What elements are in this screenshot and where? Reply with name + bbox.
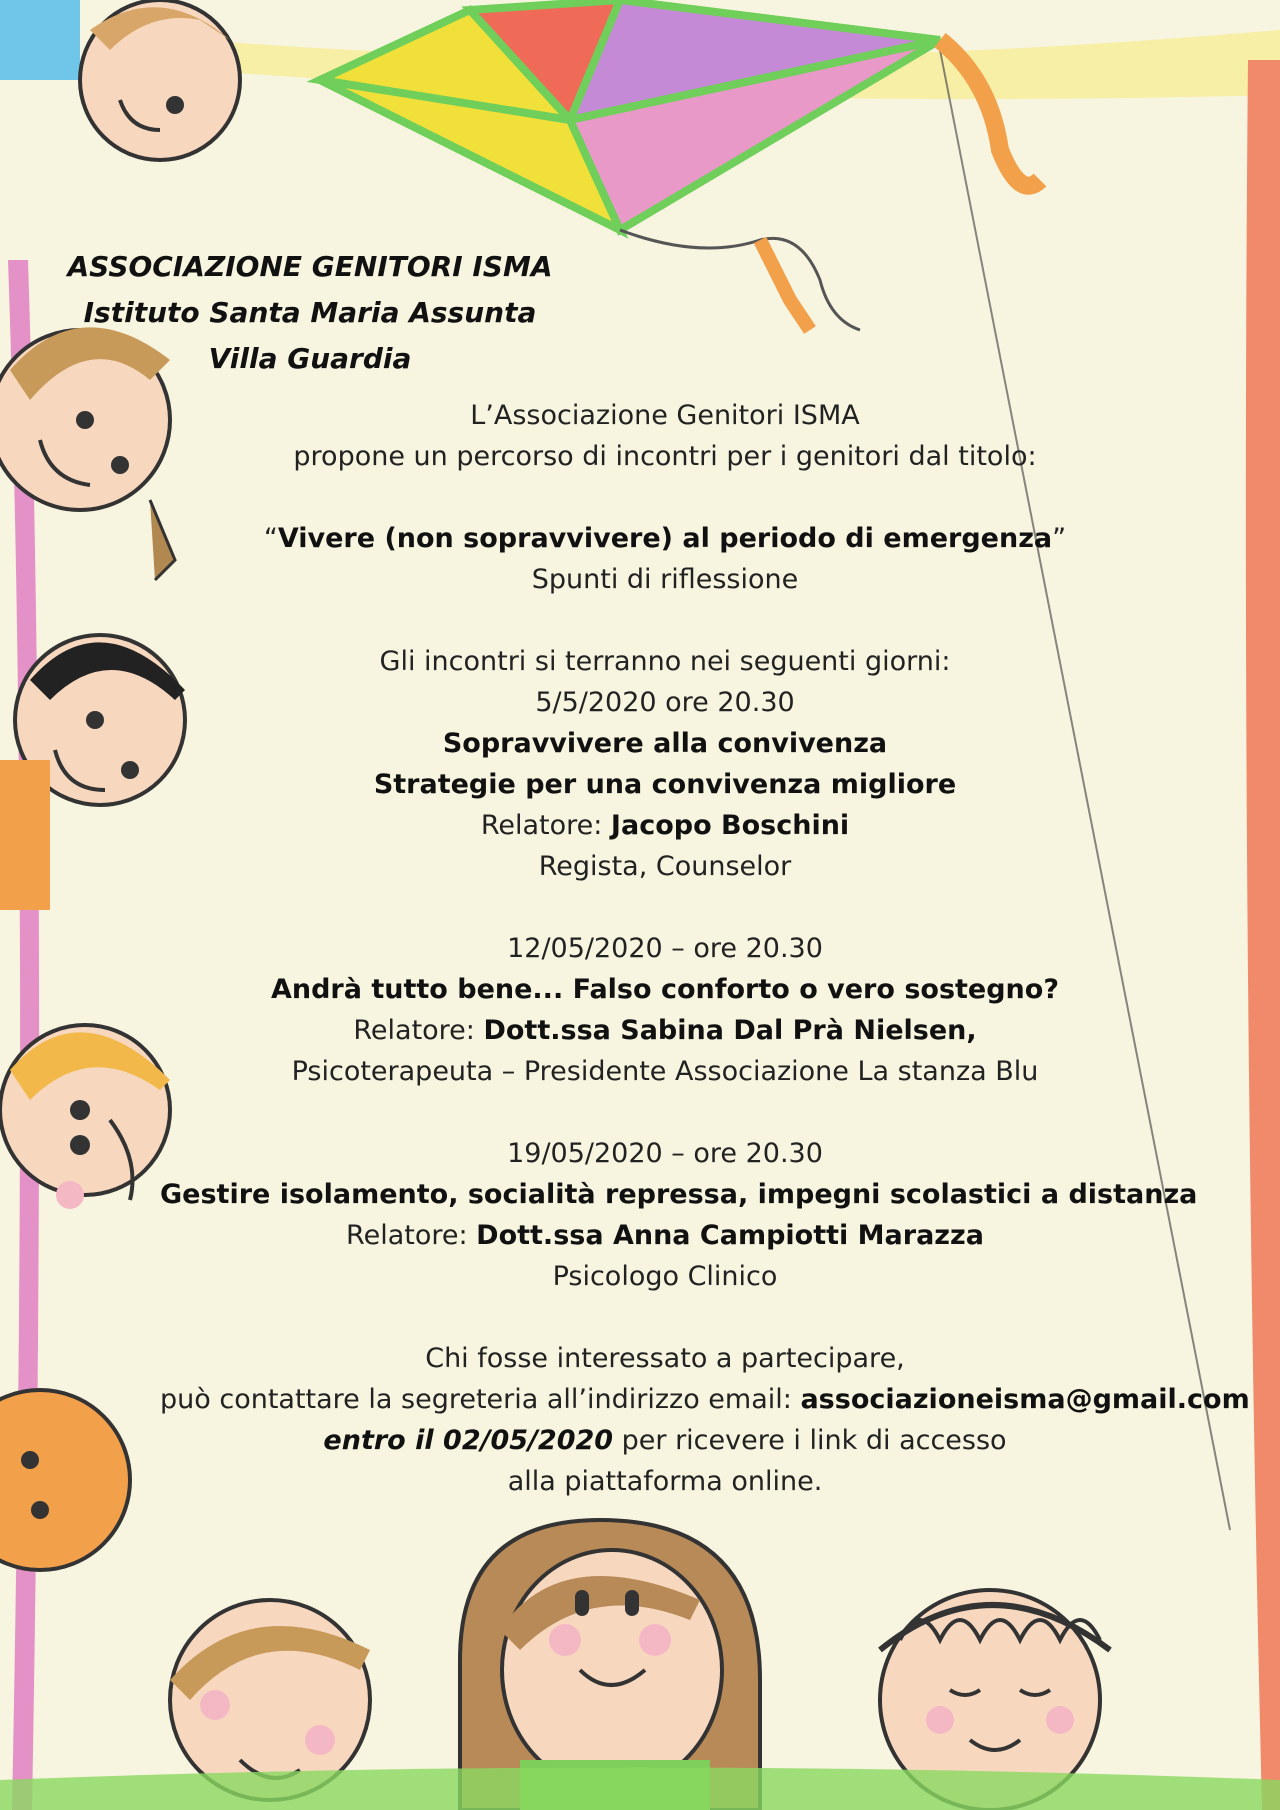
event-speaker: Dott.ssa Anna Campiotti Marazza — [476, 1220, 984, 1251]
organization-name: ASSOCIAZIONE GENITORI ISMA — [67, 250, 553, 283]
event-title: Gestire isolamento, socialità repressa, impegni scolastici a distanza — [160, 1179, 1198, 1210]
kid-face-icon — [0, 1390, 130, 1570]
program-title-line — [160, 518, 1170, 559]
contact-email[interactable]: associazioneisma@gmail.com — [800, 1384, 1250, 1415]
program-subtitle: Spunti di riflessione — [531, 564, 799, 595]
contact-line-1: Chi fosse interessato a partecipare, — [425, 1343, 905, 1374]
contact-prefix: può contattare la segreteria all’indirizzo email: — [160, 1384, 801, 1415]
contact-line-4: alla piattaforma online. — [507, 1466, 823, 1497]
intro-line-2: propone un percorso di incontri per i genitori dal titolo: — [293, 441, 1037, 472]
kid-face-icon — [460, 1520, 760, 1810]
event-title: Strategie per una convivenza migliore — [373, 769, 957, 800]
speaker-label: Relatore: — [353, 1015, 484, 1046]
event-speaker-line — [160, 1010, 1170, 1051]
event-speaker-line — [160, 1215, 1170, 1256]
event-title: Andrà tutto bene... Falso conforto o vero sostegno? — [270, 974, 1059, 1005]
event-block — [160, 682, 1170, 887]
event-datetime: 19/05/2020 – ore 20.30 — [507, 1138, 823, 1169]
event-speaker: Dott.ssa Sabina Dal Prà Nielsen, — [483, 1015, 977, 1046]
contact-deadline: entro il 02/05/2020 — [323, 1425, 614, 1456]
contact-suffix: per ricevere i link di accesso — [613, 1425, 1007, 1456]
event-speaker-line — [160, 805, 1170, 846]
event-datetime: 12/05/2020 – ore 20.30 — [507, 933, 823, 964]
contact-block — [160, 1338, 1250, 1502]
bottom-green-band — [0, 1768, 1280, 1810]
kid-face-icon — [170, 1600, 370, 1800]
event-title: Sopravvivere alla convivenza — [442, 728, 888, 759]
flyer-content — [160, 395, 1250, 1502]
speaker-label: Relatore: — [480, 810, 611, 841]
quote-close: ” — [1052, 523, 1067, 554]
intro-line-1: L’Associazione Genitori ISMA — [470, 400, 860, 431]
organization-header — [50, 244, 570, 382]
organization-institute: Istituto Santa Maria Assunta — [83, 296, 537, 329]
kid-face-icon — [0, 0, 240, 160]
event-speaker-role: Psicologo Clinico — [552, 1261, 778, 1292]
organization-location: Villa Guardia — [208, 342, 412, 375]
schedule-intro: Gli incontri si terranno nei seguenti giorni: — [379, 646, 951, 677]
contact-line-3 — [160, 1420, 1170, 1461]
event-speaker: Jacopo Boschini — [610, 810, 850, 841]
program-title: Vivere (non sopravvivere) al periodo di emergenza — [277, 523, 1053, 554]
event-datetime: 5/5/2020 ore 20.30 — [535, 687, 795, 718]
quote-open: “ — [263, 523, 278, 554]
event-speaker-role: Regista, Counselor — [538, 851, 792, 882]
kid-face-icon — [0, 635, 185, 910]
event-block — [160, 928, 1170, 1092]
contact-line-2 — [160, 1379, 1250, 1420]
right-orange-border — [1246, 60, 1280, 1810]
event-block — [160, 1133, 1198, 1297]
speaker-label: Relatore: — [346, 1220, 477, 1251]
event-speaker-role: Psicoterapeuta – Presidente Associazione La stanza Blu — [291, 1056, 1039, 1087]
